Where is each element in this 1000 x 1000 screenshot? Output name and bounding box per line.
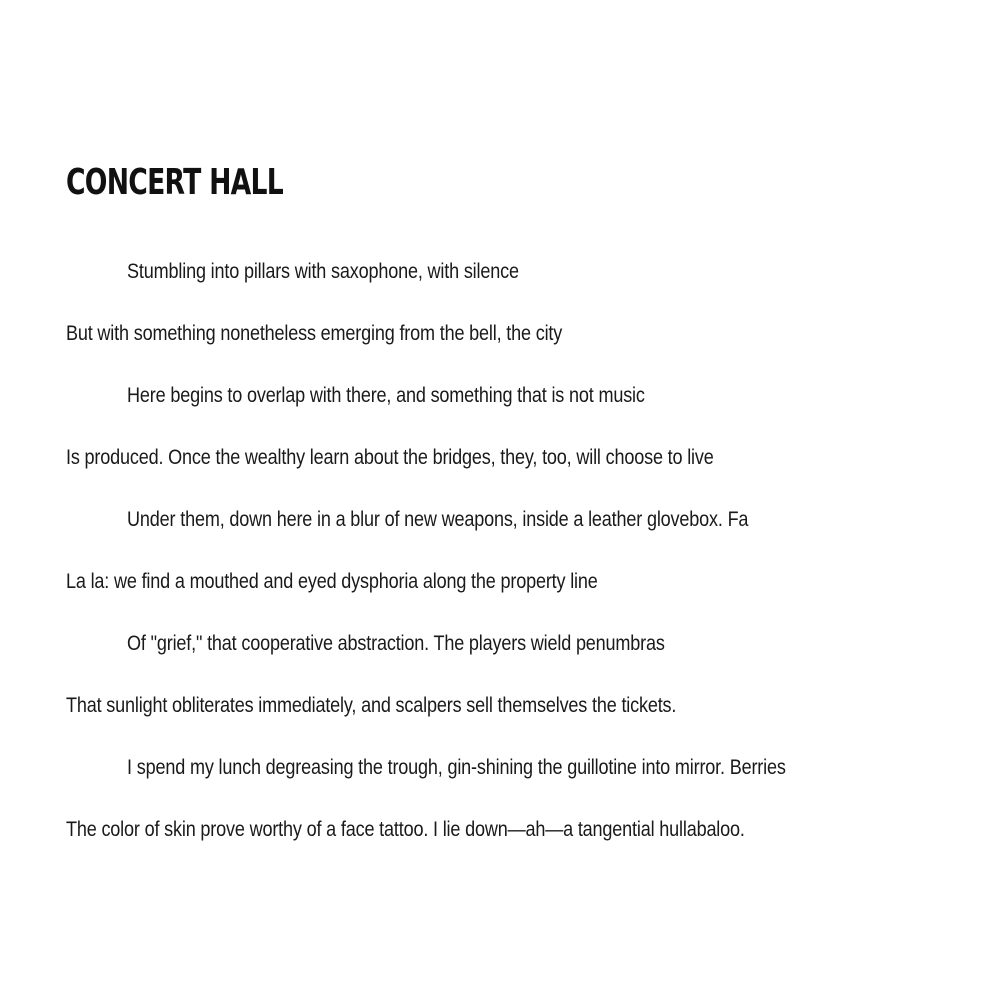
poem-line: Of "grief," that cooperative abstraction. The players wield penumbras xyxy=(127,632,665,655)
poem-line: The color of skin prove worthy of a face tattoo. I lie down—ah—a tangential hullabaloo. xyxy=(66,818,745,841)
poem-line: I spend my lunch degreasing the trough, gin-shining the guillotine into mirror. Berries xyxy=(127,756,786,779)
poem-line: Here begins to overlap with there, and something that is not music xyxy=(127,384,645,407)
poem-line: Is produced. Once the wealthy learn about the bridges, they, too, will choose to live xyxy=(66,446,714,469)
poem-title: CONCERT HALL xyxy=(66,162,283,203)
poem-line: But with something nonetheless emerging from the bell, the city xyxy=(66,322,563,345)
poem-line: Under them, down here in a blur of new weapons, inside a leather glovebox. Fa xyxy=(127,508,749,531)
poem-line: That sunlight obliterates immediately, and scalpers sell themselves the tickets. xyxy=(66,694,677,717)
poem-line: Stumbling into pillars with saxophone, with silence xyxy=(127,260,519,283)
poem-body xyxy=(66,253,966,873)
poem-line: La la: we find a mouthed and eyed dysphoria along the property line xyxy=(66,570,598,593)
